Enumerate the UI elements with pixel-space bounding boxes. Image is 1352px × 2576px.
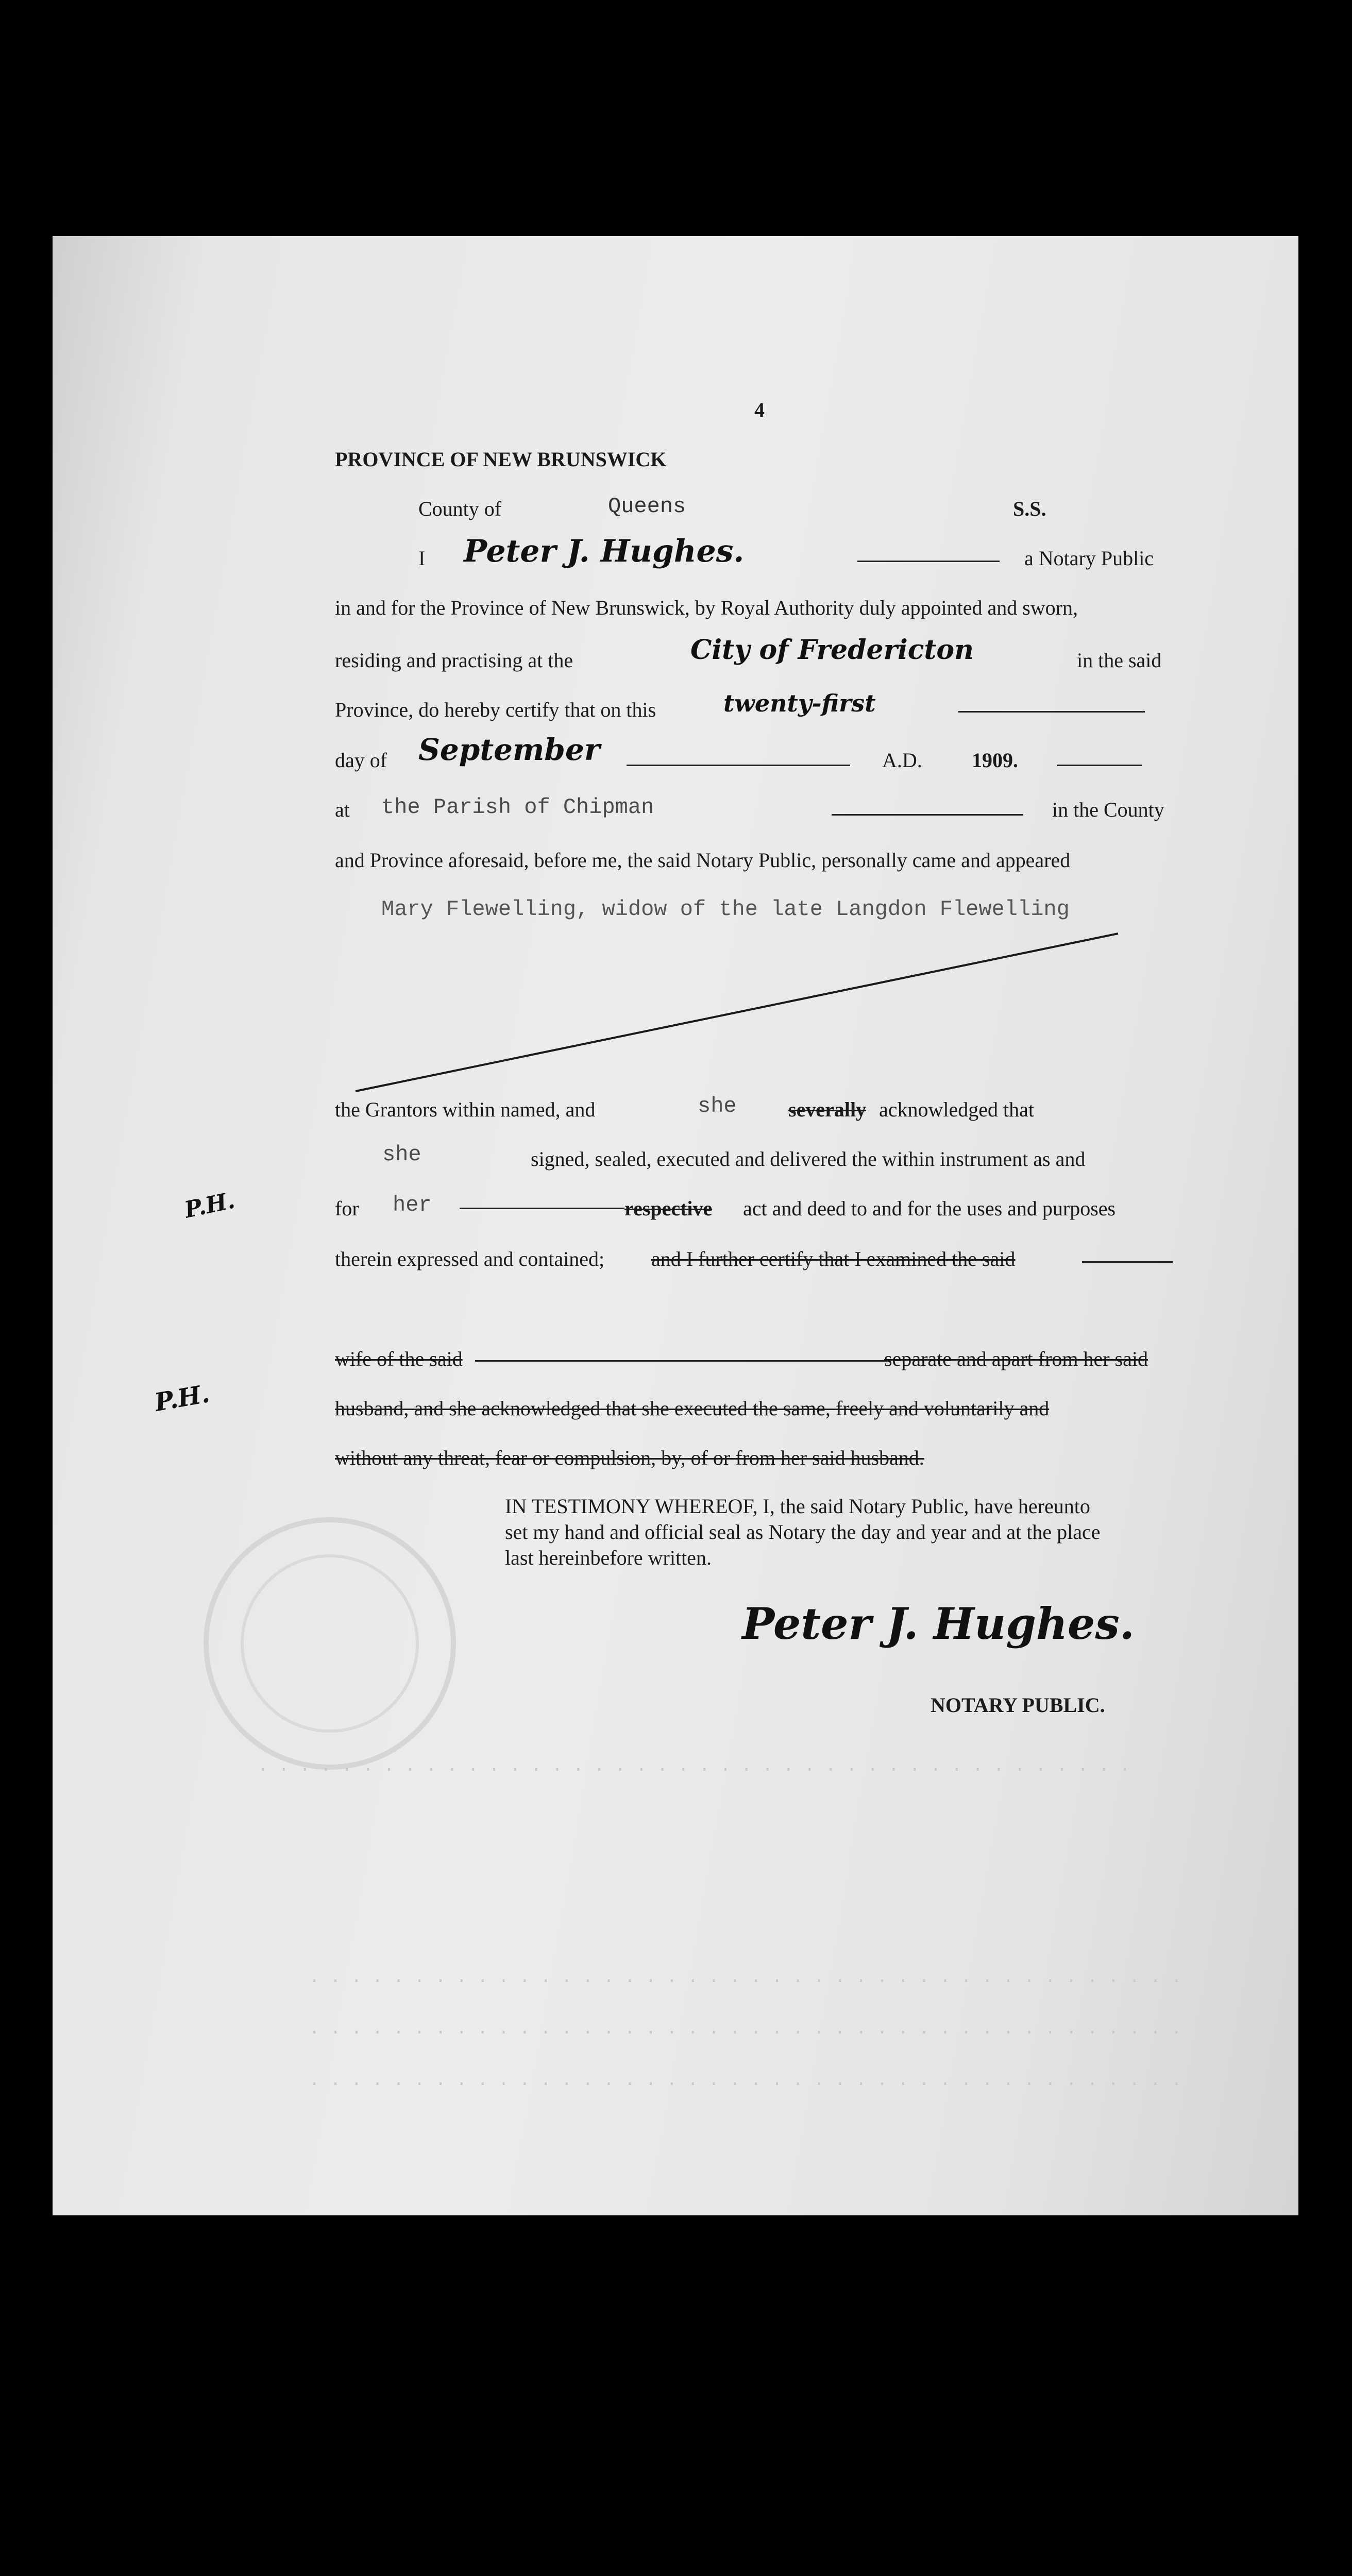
notary-signature: Peter J. Hughes.: [742, 1598, 1135, 1649]
margin-initials: P.H.: [182, 1187, 238, 1224]
place-value: the Parish of Chipman: [381, 795, 654, 820]
authority-line: in and for the Province of New Brunswick, by Royal Authority duly appointed and sworn,: [335, 596, 1078, 619]
year-value: 1909.: [972, 749, 1018, 772]
in-the-said: in the said: [1077, 649, 1162, 672]
ss-label: S.S.: [1013, 497, 1046, 520]
struck-without: without any threat, fear or compulsion, by, of or from her said husband.: [335, 1446, 924, 1469]
severally-struck: severally: [788, 1098, 867, 1121]
residing-value: City of Fredericton: [690, 634, 974, 666]
margin-initials: P.H.: [152, 1379, 212, 1417]
for-label: for: [335, 1197, 359, 1220]
bleed-through-text: . . . . . . . . . . . . . . . . . . . . . . . . . . . . . . . . . . . . . . . . . .: [309, 1968, 1182, 1988]
certify-line: Province, do hereby certify that on this: [335, 698, 656, 721]
struck-separate: separate and apart from her said: [884, 1347, 1148, 1370]
day-value: twenty-first: [723, 689, 876, 717]
struck-husband: husband, and she acknowledged that she executed the same, freely and voluntarily and: [335, 1397, 1050, 1420]
act-deed-text: act and deed to and for the uses and purposes: [743, 1197, 1116, 1220]
bleed-through-text: . . . . . . . . . . . . . . . . . . . . . . . . . . . . . . . . . . . . . . . . . .: [309, 2071, 1182, 2091]
in-the-county: in the County: [1052, 798, 1164, 821]
testimony-line-2: set my hand and official seal as Notary the day and year and at the place: [505, 1520, 1101, 1544]
struck-wife: wife of the said: [335, 1347, 463, 1370]
testimony-line-3: last hereinbefore written.: [505, 1546, 712, 1569]
month-value: September: [418, 732, 600, 767]
page-heading: PROVINCE OF NEW BRUNSWICK: [335, 448, 667, 471]
bleed-through-text: . . . . . . . . . . . . . . . . . . . . . . . . . . . . . . . . . . . . . . . . . .: [258, 1757, 1130, 1776]
notary-public-text: a Notary Public: [1024, 547, 1154, 570]
aforesaid-line: and Province aforesaid, before me, the said Notary Public, personally came and appeared: [335, 849, 1071, 872]
county-value: Queens: [608, 494, 686, 519]
ad-label: A.D.: [882, 749, 922, 772]
i-label: I: [418, 547, 426, 570]
notary-name-signature: Peter J. Hughes.: [464, 533, 745, 569]
signed-pronoun: she: [382, 1142, 421, 1167]
signed-text: signed, sealed, executed and delivered the within instrument as and: [531, 1147, 1086, 1171]
strike-line: [1082, 1261, 1173, 1263]
strike-line: [460, 1208, 624, 1209]
struck-further: and I further certify that I examined the said: [651, 1247, 1016, 1270]
grantor-text: the Grantors within named, and: [335, 1098, 596, 1121]
county-label: County of: [418, 497, 502, 520]
acknowledged-that: acknowledged that: [879, 1098, 1034, 1121]
appeared-person: Mary Flewelling, widow of the late Langdon Flewelling: [381, 897, 1070, 922]
testimony-line-1: IN TESTIMONY WHEREOF, I, the said Notary Public, have hereunto: [505, 1495, 1090, 1518]
therein-text: therein expressed and contained;: [335, 1247, 605, 1270]
strike-line: [475, 1360, 887, 1362]
residing-label: residing and practising at the: [335, 649, 573, 672]
page-number: 4: [754, 398, 765, 421]
grantor-pronoun: she: [698, 1094, 737, 1118]
respective-struck: respective: [624, 1197, 713, 1220]
day-of-label: day of: [335, 749, 387, 772]
bleed-through-text: . . . . . . . . . . . . . . . . . . . . . . . . . . . . . . . . . . . . . . . . . .: [309, 2020, 1182, 2039]
at-label: at: [335, 798, 350, 821]
for-pronoun: her: [393, 1193, 432, 1217]
notary-public-label: NOTARY PUBLIC.: [931, 1693, 1105, 1717]
